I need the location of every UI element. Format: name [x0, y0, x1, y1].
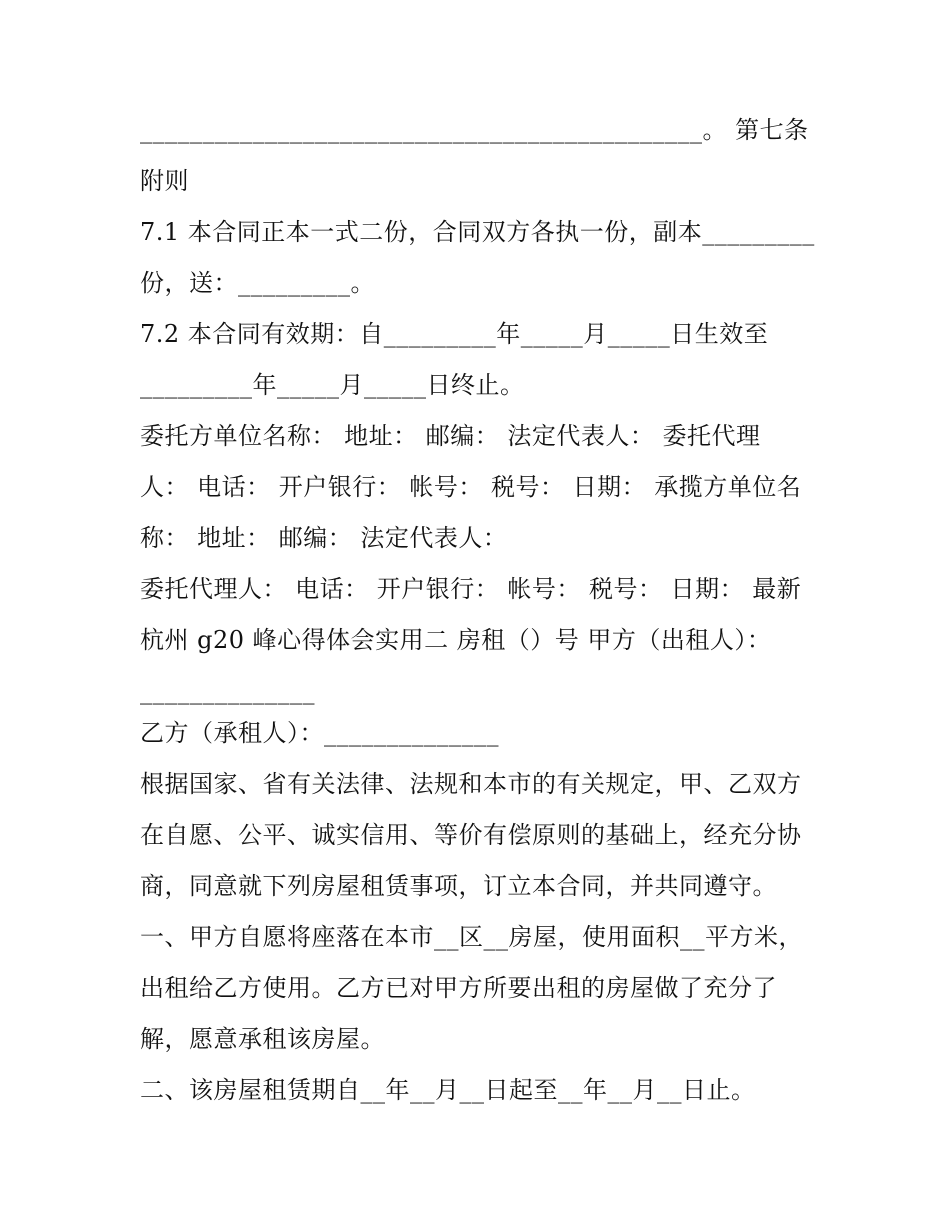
text-line-preamble-3: 商，同意就下列房屋租赁事项，订立本合同，并共同遵守。	[140, 872, 777, 900]
text-line-validity-start: 7.2 本合同有效期：自_________年_____月_____日生效至	[140, 320, 769, 348]
text-line-preamble-2: 在自愿、公平、诚实信用、等价有偿原则的基础上，经充分协	[140, 821, 802, 849]
text-line-clause-two: 二、该房屋租赁期自__年__月__日起至__年__月__日止。	[140, 1076, 756, 1104]
text-line-copies: 7.1 本合同正本一式二份，合同双方各执一份，副本_________	[140, 218, 815, 246]
text-line-validity-end: _________年_____月_____日终止。	[140, 371, 525, 399]
text-line-contractor-info-1: 称： 地址： 邮编： 法定代表人：	[140, 524, 508, 552]
text-line-contractor-info-2: 委托代理人： 电话： 开户银行： 帐号： 税号： 日期： 最新	[140, 575, 802, 603]
text-line-party-b: 乙方（承租人）：______________	[140, 719, 499, 747]
text-line-clause-one-3: 解，愿意承租该房屋。	[140, 1025, 385, 1053]
text-line-send-to: 份，送：_________。	[140, 269, 375, 297]
text-line-appendix: 附则	[140, 167, 189, 195]
text-line-client-info-2: 人： 电话： 开户银行： 帐号： 税号： 日期： 承揽方单位名	[140, 473, 802, 501]
text-line-clause-one-2: 出租给乙方使用。乙方已对甲方所要出租的房屋做了充分了	[140, 974, 777, 1002]
text-line-rent-title: 杭州 g20 峰心得体会实用二 房租（）号 甲方（出租人）：	[140, 626, 772, 654]
text-line-client-info-1: 委托方单位名称： 地址： 邮编： 法定代表人： 委托代理	[140, 422, 761, 450]
text-line-article-seven: _____________________________________________。 第七条	[140, 116, 809, 144]
text-line-clause-one-1: 一、甲方自愿将座落在本市__区__房屋，使用面积__平方米，	[140, 923, 803, 951]
text-line-preamble-1: 根据国家、省有关法律、法规和本市的有关规定，甲、乙双方	[140, 770, 802, 798]
text-line-party-a-blank: ______________	[140, 677, 315, 705]
